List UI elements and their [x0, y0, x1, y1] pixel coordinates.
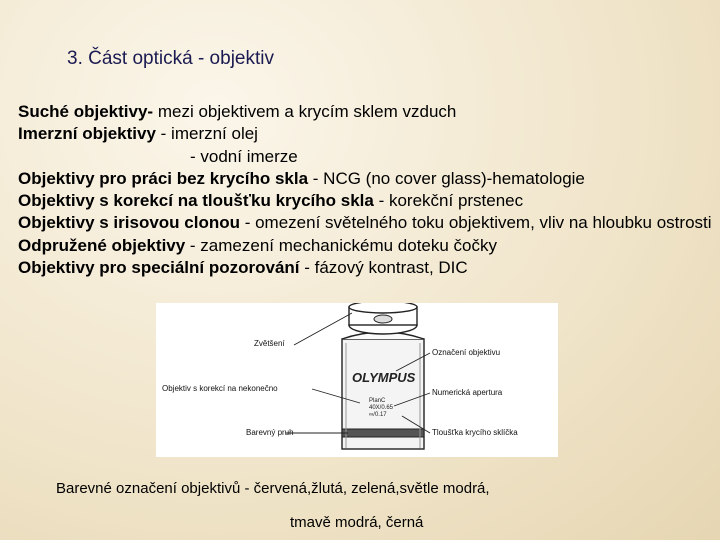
list-item [18, 123, 718, 145]
item-term: Objektivy pro práci bez krycího skla [18, 168, 309, 188]
list-item [18, 190, 718, 212]
list-item [18, 235, 718, 257]
label-magnification: Zvětšení [254, 339, 285, 348]
item-description: - vodní imerze [190, 146, 298, 166]
item-description: - imerzní olej [155, 124, 258, 144]
list-item [18, 212, 718, 234]
item-description: - korekční prstenec [373, 191, 524, 211]
engraving-line: 40X/0.65 [369, 405, 394, 411]
list-item [18, 146, 718, 168]
item-description: - NCG (no cover glass)-hematologie [308, 168, 585, 188]
label-color-band: Barevný pruh [246, 428, 294, 437]
caption-line-1: Barevné označení objektivů - červená,žlutá, zelená,světle modrá, [56, 480, 490, 497]
label-cover-glass-thickness: Tloušťka krycího sklíčka [432, 428, 518, 437]
objective-types-list [18, 101, 718, 279]
label-infinity-correction: Objektiv s korekcí na nekonečno [162, 384, 278, 393]
objective-illustration [156, 303, 558, 457]
objective-diagram [156, 303, 558, 457]
item-description: - zamezení mechanickému doteku čočky [185, 235, 498, 255]
item-description: mezi objektivem a krycím sklem vzduch [153, 102, 457, 121]
list-item [18, 101, 718, 123]
item-description: - fázový kontrast, DIC [299, 258, 468, 278]
item-description: - omezení světelného toku objektivem, vliv na hloubku ostrosti [240, 213, 712, 233]
item-term: Objektivy pro speciální pozorování [18, 258, 300, 278]
brand-text: OLYMPUS [352, 370, 416, 385]
list-item [18, 257, 718, 279]
item-term: Odpružené objektivy [18, 235, 186, 255]
slide-title: 3. Část optická - objektiv [67, 48, 274, 69]
engraving-line: ∞/0.17 [369, 412, 387, 418]
item-term: Suché objektivy- [18, 102, 154, 121]
label-objective-designation: Označení objektivu [432, 348, 501, 357]
item-term: Imerzní objektivy [18, 124, 156, 144]
label-numerical-aperture: Numerická apertura [432, 388, 503, 397]
item-term: Objektivy s irisovou clonou [18, 213, 240, 233]
item-term: Objektivy s korekcí na tloušťku krycího skla [18, 191, 374, 211]
engraving-line: PlanC [369, 398, 386, 404]
list-item [18, 168, 718, 190]
caption-line-2: tmavě modrá, černá [290, 514, 424, 531]
